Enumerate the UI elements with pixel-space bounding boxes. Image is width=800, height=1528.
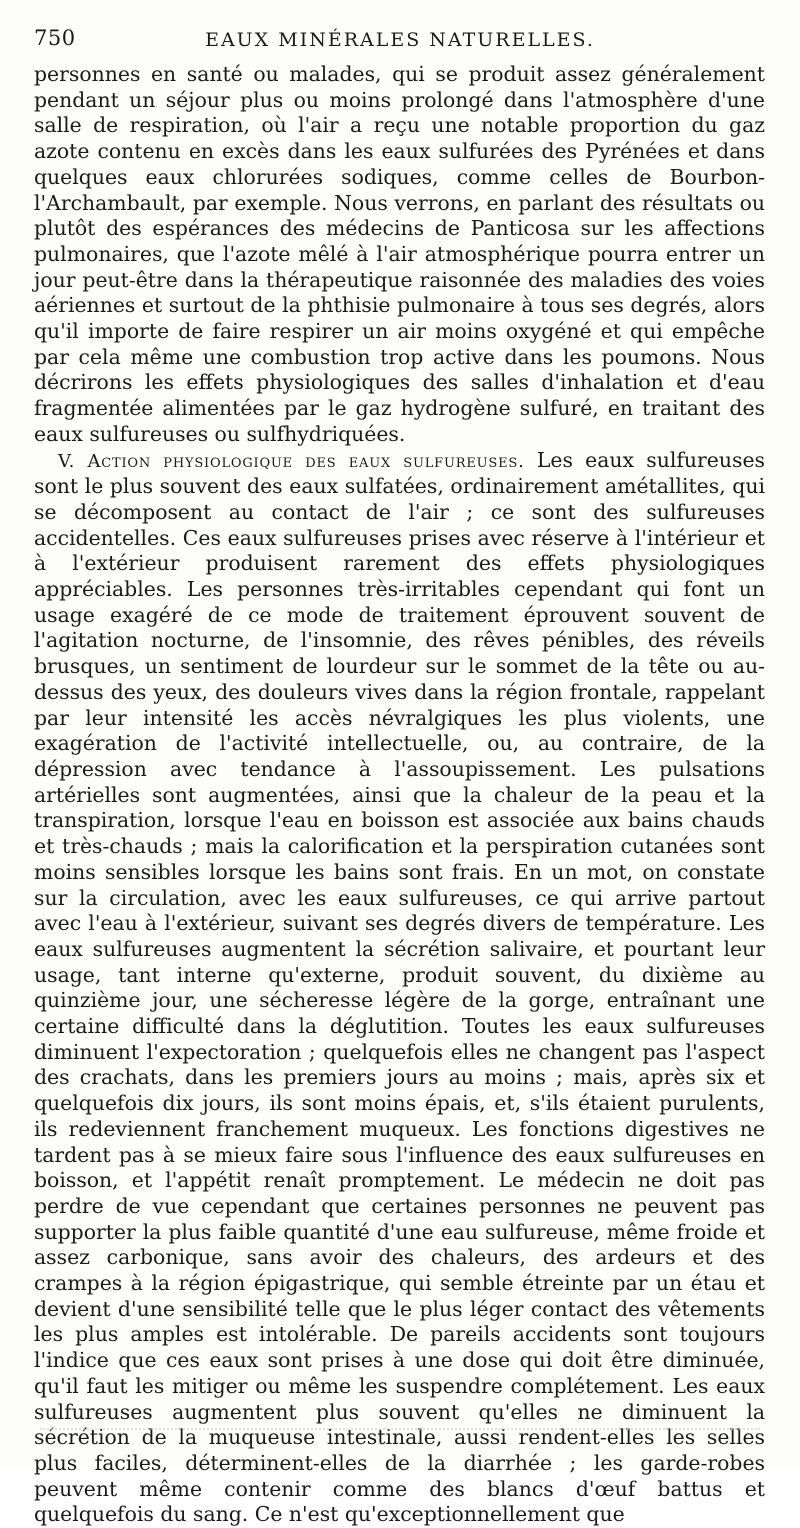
paragraph-text: Les eaux sulfureuses sont le plus souvent des eaux sulfatées, ordinairement amétallites, qui se décomposent au contact de l'air ; ce sont des sulfureuses accidentelles. Ces eaux sulfureuses prises avec réserve à l'intérieur et à l'extérieur produisent rarement des effets physiologiques appréciables. Les personnes très-irritables cependant qui font un usage exagéré de ce mode de traitement éprouvent souvent de l'agitation nocturne, de l'insomnie, des rêves pénibles, des réveils brusques, un sentiment de lourdeur sur le sommet de la tête ou au-dessus des yeux, des douleurs vives dans la région frontale, rappelant par leur intensité les accès névralgiques les plus violents, une exagération de l'activité intellectuelle, ou, au contraire, de la dépression avec tendance à l'assoupissement. Les pulsations artérielles sont augmentées, ainsi que la chaleur de la peau et la transpiration, lorsque l'eau en boisson est associée aux bains chauds et très-chauds ; mais la calorification et la perspiration cutanées sont moins sensibles lorsque les bains sont frais. En un mot, on constate sur la circulation, avec les eaux sulfureuses, ce qui arrive partout avec l'eau à l'extérieur, suivant ses degrés divers de température. Les eaux sulfureuses augmentent la sécrétion salivaire, et pourtant leur usage, tant interne qu'externe, produit souvent, du dixième au quinzième jour, une sécheresse légère de la gorge, entraînant une certaine difficulté dans la déglutition. Toutes les eaux sulfureuses diminuent l'expectoration ; quelquefois elles ne changent pas l'aspect des crachats, dans les premiers jours au moins ; mais, après six et quelquefois dix jours, ils sont moins épais, et, s'ils étaient purulents, ils redeviennent franchement muqueux. Les fonctions digestives ne tardent pas à se mieux faire sous l'influence des eaux sulfureuses en boisson, et l'appétit renaît promptement. Le médecin ne doit pas perdre de vue cependant que certaines personnes ne peuvent pas supporter la plus faible quantité d'une eau sulfureuse, même froide et assez carbonique, sans avoir des chaleurs, des ardeurs et des crampes à la région épigastrique, qui semble étreinte par un étau et devient d'une sensibilité telle que le plus léger contact des vêtements les plus amples est intolérable. De pareils accidents sont toujours l'indice que ces eaux sont prises à une dose qui doit être diminuée, qu'il faut les mitiger ou même les suspendre complétement. Les eaux sulfureuses augmentent plus souvent qu'elles ne diminuent la sécrétion de la muqueuse intestinale, aussi rendent-elles les selles plus faciles, déterminent-elles de la diarrhée ; les garde-robes peuvent même contenir comme des blancs d'œuf battus et quelquefois du sang. Ce n'est qu'exceptionnellement que — [34, 447, 765, 1527]
section-heading: V. Action physiologique des eaux sulfureuses. — [58, 450, 537, 472]
paragraph-text: personnes en santé ou malades, qui se produit assez généralement pendant un séjour plus ou moins prolongé dans l'atmosphère d'une salle de respiration, où l'air a reçu une notable proportion du gaz azote contenu en excès dans les eaux sulfurées des Pyrénées et dans quelques eaux chlorurées sodiques, comme celles de Bourbon-l'Archambault, par exemple. Nous verrons, en parlant des résultats ou plutôt des espérances des médecins de Panticosa sur les affections pulmonaires, que l'azote mêlé à l'air atmosphérique pourra entrer un jour peut-être dans la thérapeutique raisonnée des maladies des voies aériennes et surtout de la phthisie pulmonaire à tous ses degrés, alors qu'il importe de faire respirer un air moins oxygéné et qui empêche par cela même une combustion trop active dans les poumons. Nous décrirons les effets physiologiques des salles d'inhalation et d'eau fragmentée alimentées par le gaz hydrogène sulfuré, en traitant des eaux sulfureuses ou sulfhydriquées. — [34, 62, 765, 446]
scan-artifact — [40, 1428, 760, 1433]
paragraph-section-v — [34, 448, 765, 1528]
running-title: EAUX MINÉRALES NATURELLES. — [205, 29, 595, 51]
paragraph-continuation — [34, 62, 765, 448]
page-number: 750 — [34, 26, 76, 50]
page-header — [34, 26, 766, 54]
body-text — [34, 62, 765, 1528]
